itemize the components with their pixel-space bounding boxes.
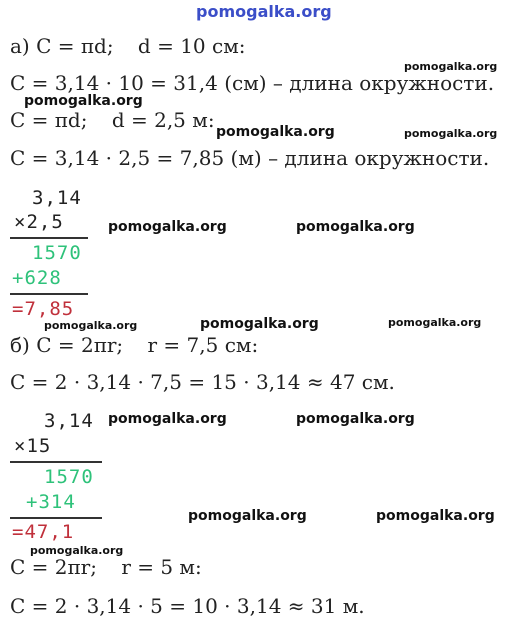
- calc-b-multiplier: ×15: [14, 435, 52, 457]
- part-a-given2: d = 2,5 м:: [111, 108, 215, 132]
- watermark: pomogalka.org: [44, 319, 138, 332]
- part-b-line1: [10, 333, 258, 357]
- calc-a-rule2: [10, 293, 88, 295]
- watermark: pomogalka.org: [108, 219, 227, 235]
- watermark: pomogalka.org: [24, 93, 143, 109]
- watermark: pomogalka.org: [200, 316, 319, 332]
- calc-a-partial2: +628: [12, 267, 62, 289]
- part-a-formula2: C = πd;: [10, 108, 88, 132]
- watermark: pomogalka.org: [404, 60, 498, 73]
- calc-b-rule2: [10, 517, 102, 519]
- calc-a-partial1: 1570: [32, 242, 82, 264]
- watermark: pomogalka.org: [108, 411, 227, 427]
- watermark-top: pomogalka.org: [196, 2, 332, 21]
- part-b-given: r = 7,5 см:: [147, 333, 259, 357]
- calc-b-multiplicand: 3,14: [44, 410, 94, 432]
- watermark: pomogalka.org: [216, 124, 335, 140]
- watermark: pomogalka.org: [388, 316, 482, 329]
- calc-a-multiplier: ×2,5: [14, 211, 64, 233]
- part-b-line2: C = 2 · 3,14 · 7,5 = 15 · 3,14 ≈ 47 см.: [10, 370, 395, 394]
- part-b-label: б): [10, 333, 30, 357]
- calc-a-multiplicand: 3,14: [32, 187, 82, 209]
- part-b-line4: C = 2 · 3,14 · 5 = 10 · 3,14 ≈ 31 м.: [10, 594, 365, 618]
- calc-b-partial1: 1570: [44, 466, 94, 488]
- part-a-line3: [10, 108, 215, 132]
- part-a-line4: C = 3,14 · 2,5 = 7,85 (м) – длина окружности.: [10, 146, 490, 170]
- part-a-given: d = 10 см:: [137, 34, 246, 58]
- watermark: pomogalka.org: [376, 508, 495, 524]
- watermark: pomogalka.org: [30, 544, 124, 557]
- calc-b-partial2: +314: [26, 491, 76, 513]
- calc-b-rule1: [10, 461, 102, 463]
- watermark: pomogalka.org: [296, 411, 415, 427]
- calc-b-result: =47,1: [12, 521, 75, 543]
- part-a-label: а): [10, 34, 30, 58]
- part-b-line3: [10, 555, 202, 579]
- part-b-given2: r = 5 м:: [121, 555, 202, 579]
- watermark: pomogalka.org: [188, 508, 307, 524]
- calc-a-rule1: [10, 237, 88, 239]
- part-b-formula: C = 2πr;: [36, 333, 124, 357]
- calc-a-result: =7,85: [12, 298, 75, 320]
- watermark: pomogalka.org: [296, 219, 415, 235]
- part-a-line2: C = 3,14 · 10 = 31,4 (см) – длина окружности.: [10, 71, 495, 95]
- part-a-line1: [10, 34, 246, 58]
- part-a-formula: C = πd;: [36, 34, 114, 58]
- part-b-formula2: C = 2πr;: [10, 555, 97, 579]
- watermark: pomogalka.org: [404, 127, 498, 140]
